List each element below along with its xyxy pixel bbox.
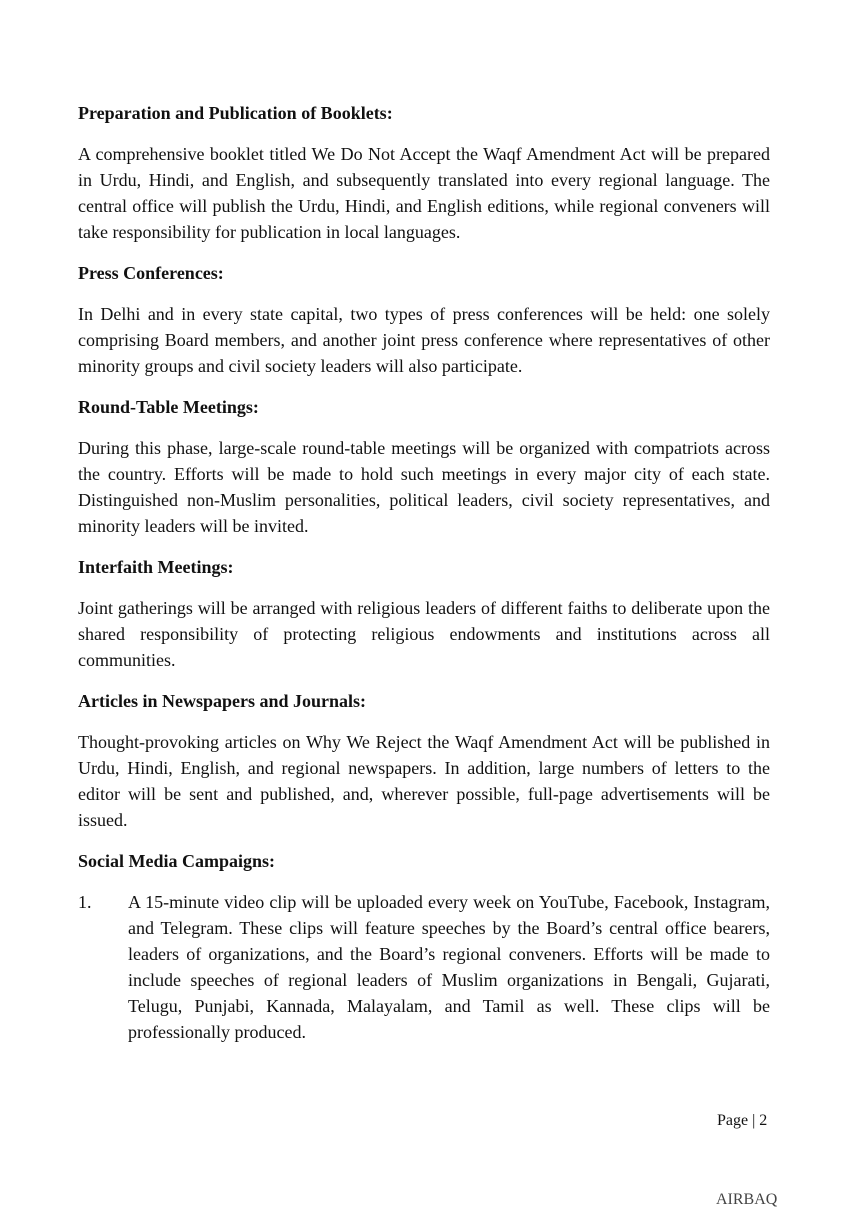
section-body: A comprehensive booklet titled We Do Not Accept the Waqf Amendment Act will be prepared in Urdu, Hindi, and English, and subsequently translated into every regional language. The central office will publish the Urdu, Hindi, and English editions, while regional conveners will take responsibility for publication in local languages. — [78, 144, 770, 242]
section-heading: Interfaith Meetings: — [78, 557, 234, 577]
list-item-text: A 15-minute video clip will be uploaded every week on YouTube, Facebook, Instagram, and Telegram. These clips will feature speeches by the Board’s central office bearers, leaders of organizations, and the Board’s regional conveners. Efforts will be made to include speeches of regional leaders of Muslim organizations in Bengali, Gujarati, Telugu, Punjabi, Kannada, Malayalam, and Tamil as well. These clips will be professionally produced. — [128, 892, 770, 1042]
section-heading: Round-Table Meetings: — [78, 397, 259, 417]
list-item — [78, 889, 770, 1045]
section-round-table-meetings — [78, 394, 770, 539]
section-booklets — [78, 100, 770, 245]
cut-off-footer-text: AIRBAQ — [716, 1191, 778, 1208]
page-number: Page | 2 — [717, 1112, 768, 1129]
section-heading: Articles in Newspapers and Journals: — [78, 691, 367, 711]
section-social-media-campaigns — [78, 848, 770, 1045]
section-body: During this phase, large-scale round-table meetings will be organized with compatriots across the country. Efforts will be made to hold such meetings in every major city of each state. Distinguished non-Muslim personalities, political leaders, civil society representatives, and minority leaders will be invited. — [78, 438, 770, 536]
list-item-number: 1. — [78, 892, 92, 912]
document-page — [78, 100, 770, 1045]
section-body: In Delhi and in every state capital, two types of press conferences will be held: one solely comprising Board members, and another joint press conference where representatives of other minority groups and civil society leaders will also participate. — [78, 304, 770, 376]
section-body: Joint gatherings will be arranged with religious leaders of different faiths to deliberate upon the shared responsibility of protecting religious endowments and institutions across all communities. — [78, 598, 770, 670]
section-articles — [78, 688, 770, 833]
section-heading: Preparation and Publication of Booklets: — [78, 103, 393, 123]
section-press-conferences — [78, 260, 770, 379]
section-body: Thought-provoking articles on Why We Reject the Waqf Amendment Act will be published in Urdu, Hindi, English, and regional newspapers. In addition, large numbers of letters to the editor will be sent and published, and, wherever possible, full-page advertisements will be issued. — [78, 732, 770, 830]
section-interfaith-meetings — [78, 554, 770, 673]
section-heading: Press Conferences: — [78, 263, 224, 283]
section-heading: Social Media Campaigns: — [78, 851, 276, 871]
